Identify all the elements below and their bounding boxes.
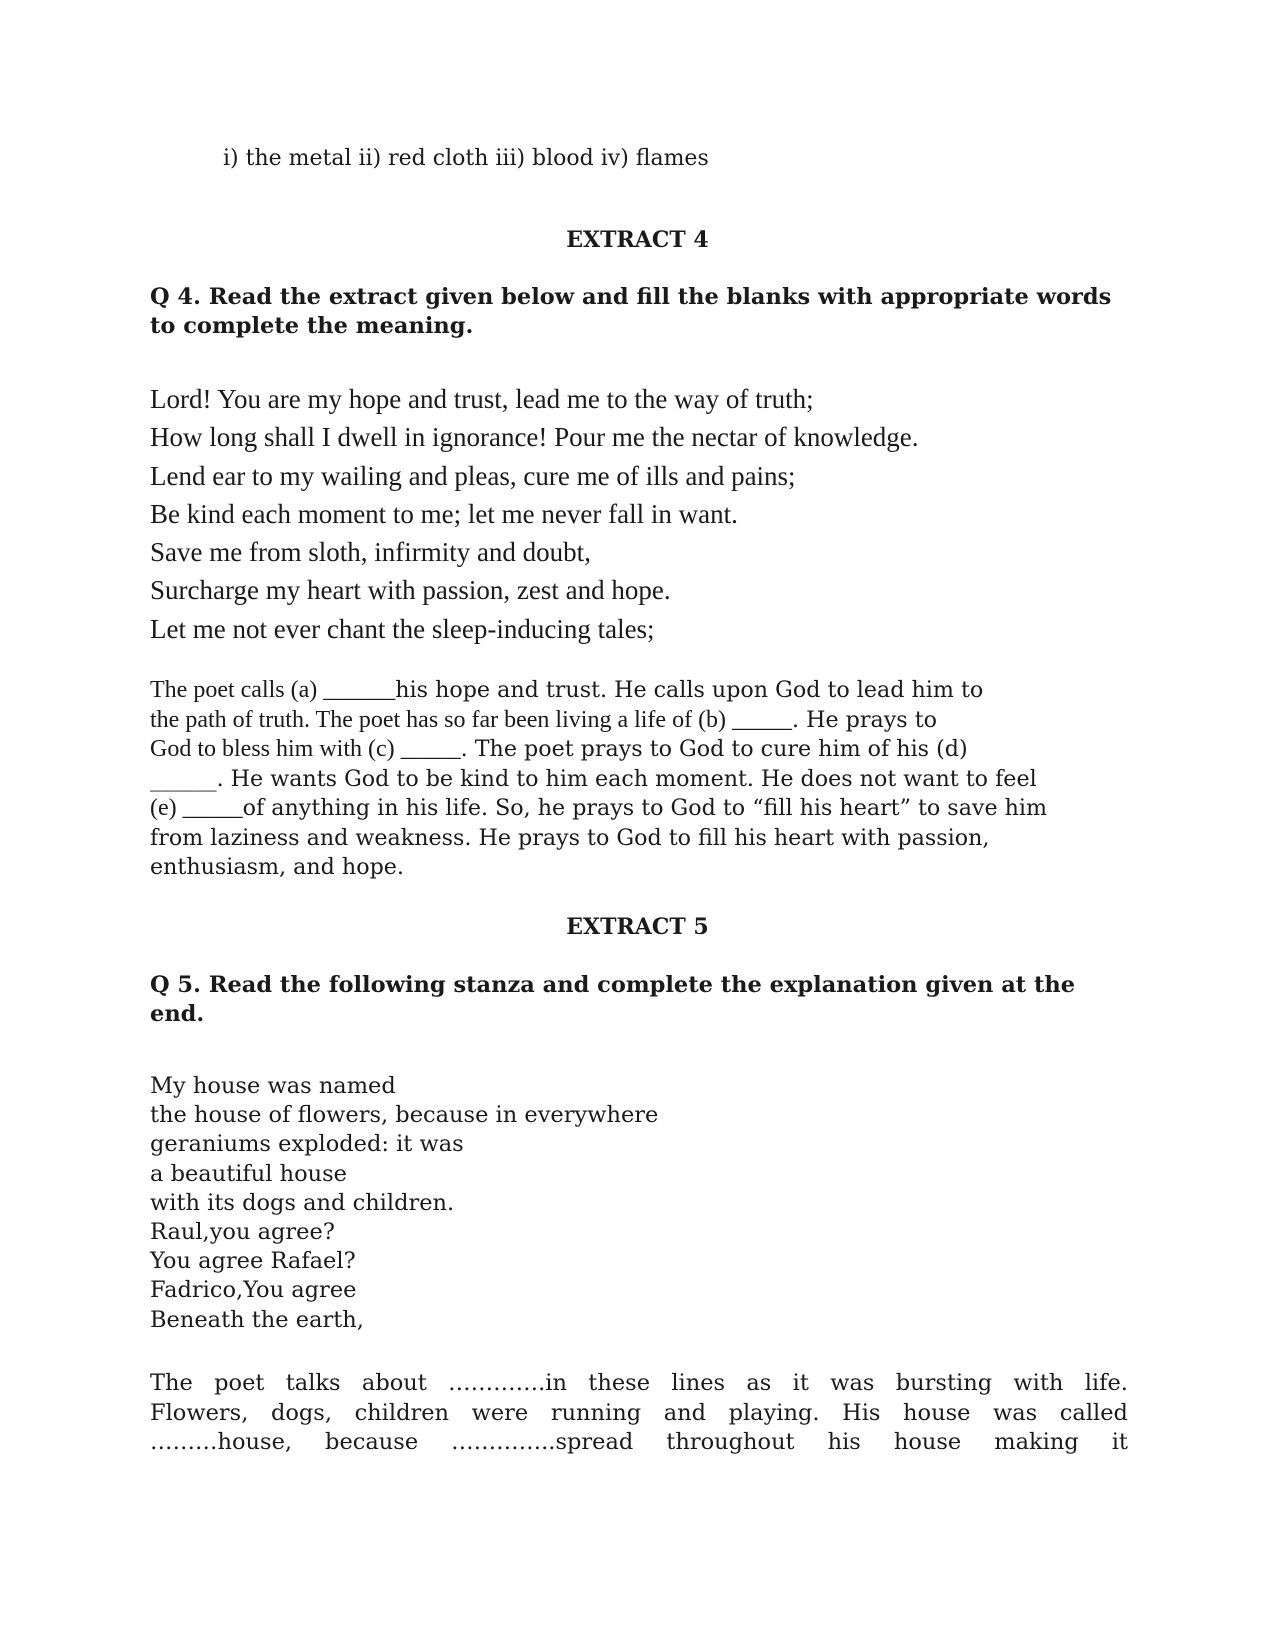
explanation-word: lines (671, 1370, 726, 1396)
explanation-word: with (1013, 1370, 1064, 1396)
poem-line: Raul,you agree? (150, 1218, 335, 1245)
blank-b-text: the path of truth. The poet has so far been living a life of (b) _____ (150, 706, 793, 733)
extract-5-poem (150, 1072, 658, 1335)
paragraph-line (150, 794, 1130, 824)
extract-4-poem (150, 380, 919, 648)
extract-4-fill-in-paragraph (150, 676, 1130, 883)
poem-line: a beautiful house (150, 1160, 347, 1187)
paragraph-text: of anything in his life. So, he prays to God to “fill his heart” to save him (242, 795, 1048, 821)
explanation-word: about (361, 1370, 427, 1396)
poem-line: the house of flowers, because in everywhere (150, 1102, 659, 1129)
poem-line: Lord! You are my hope and trust, lead me to the way of truth; (150, 384, 814, 414)
explanation-word: was (993, 1399, 1038, 1426)
explanation-word: house (903, 1399, 971, 1426)
explanation-word: playing. (728, 1399, 820, 1426)
explanation-word: poet (214, 1370, 265, 1396)
paragraph-line (150, 676, 1130, 706)
poem-line: Lend ear to my wailing and pleas, cure me of ills and pains; (150, 460, 796, 491)
explanation-word: Flowers, (150, 1399, 249, 1426)
answer-options: i) the metal ii) red cloth iii) blood iv) flames (223, 146, 709, 171)
explanation-word: bursting (895, 1370, 993, 1396)
explanation-word: life. (1084, 1370, 1128, 1396)
explanation-line (150, 1428, 1128, 1458)
poem-line: Surcharge my heart with passion, zest and hope. (150, 575, 671, 606)
explanation-word: these (588, 1370, 651, 1396)
explanation-word: throughout (666, 1429, 795, 1456)
explanation-word: because (325, 1429, 419, 1456)
explanation-word: it (792, 1370, 809, 1396)
explanation-word: ………….in (448, 1370, 567, 1396)
poem-line: Fadrico,You agree (150, 1277, 357, 1304)
explanation-word: The (150, 1370, 193, 1396)
explanation-word: talks (285, 1370, 341, 1396)
blank-c-text: God to bless him with (c) _____ (150, 736, 461, 762)
extract-4-heading: EXTRACT 4 (566, 227, 709, 253)
explanation-word: …………..spread (451, 1429, 634, 1456)
paragraph-text: . He prays to (792, 706, 937, 733)
poem-line: Be kind each moment to me; let me never fall in want. (150, 498, 738, 529)
poem-line: Let me not ever chant the sleep-inducing tales; (150, 613, 655, 644)
explanation-word: ………house, (150, 1429, 293, 1456)
explanation-word: as (746, 1370, 772, 1396)
explanation-word: running (550, 1399, 642, 1426)
poem-line: How long shall I dwell in ignorance! Pour me the nectar of knowledge. (150, 422, 919, 453)
paragraph-line: ______. He wants God to be kind to him each moment. He does not want to feel (150, 765, 1037, 792)
question-4: Q 4. Read the extract given below and fill the blanks with appropriate words to complete the meaning. (150, 284, 1112, 339)
explanation-line (150, 1369, 1128, 1399)
explanation-word: house (893, 1429, 962, 1456)
paragraph-line (150, 706, 1130, 736)
paragraph-line (150, 735, 1130, 765)
explanation-word: His (842, 1399, 881, 1426)
poem-line: You agree Rafael? (150, 1248, 356, 1275)
explanation-word: were (471, 1399, 529, 1426)
paragraph-line: from laziness and weakness. He prays to God to fill his heart with passion, (150, 824, 990, 851)
poem-line: Beneath the earth, (150, 1306, 364, 1333)
poem-line: with its dogs and children. (150, 1189, 455, 1216)
paragraph-text: his hope and trust. He calls upon God to lead him to (395, 677, 984, 703)
poem-line: Save me from sloth, infirmity and doubt, (150, 537, 591, 568)
explanation-word: his (827, 1429, 861, 1456)
explanation-word: making (994, 1429, 1079, 1456)
explanation-word: called (1059, 1399, 1128, 1426)
paragraph-text: . The poet prays to God to cure him of his (d) (460, 736, 968, 762)
poem-line: My house was named (150, 1073, 396, 1099)
extract-5-explanation (150, 1369, 1128, 1458)
extract-5-heading: EXTRACT 5 (566, 914, 709, 940)
explanation-line (150, 1399, 1128, 1429)
explanation-word: dogs, (270, 1399, 333, 1426)
poem-line: geraniums exploded: it was (150, 1131, 464, 1158)
question-5: Q 5. Read the following stanza and complete the explanation given at the end. (150, 972, 1076, 1027)
blank-e-text: (e) _____ (150, 795, 243, 821)
explanation-word: and (663, 1399, 707, 1426)
paragraph-line: enthusiasm, and hope. (150, 854, 404, 880)
explanation-word: was (830, 1370, 875, 1396)
explanation-word: it (1111, 1429, 1128, 1456)
blank-a-text: The poet calls (a) ______ (150, 677, 396, 703)
explanation-word: children (354, 1399, 450, 1426)
